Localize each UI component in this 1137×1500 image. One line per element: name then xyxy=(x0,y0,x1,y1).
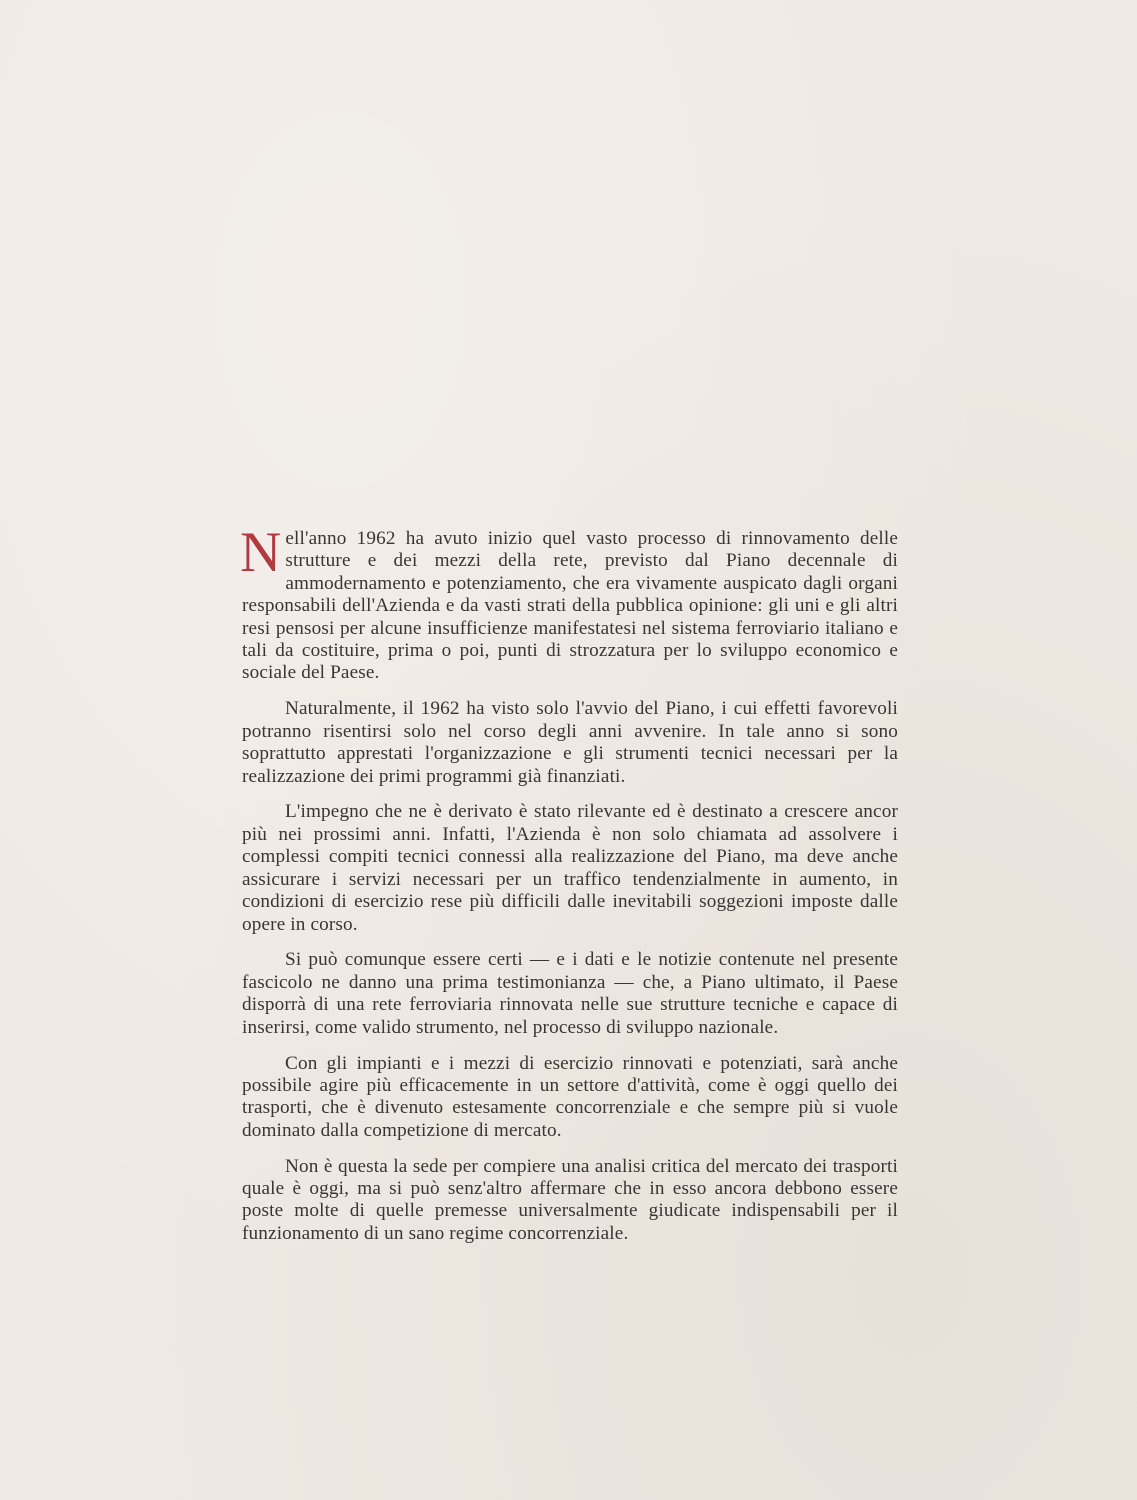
paragraph-3: L'impegno che ne è derivato è stato rilevante ed è destinato a crescere ancor più nei prossimi anni. Infatti, l'Azienda è non solo chiamata ad assolvere i complessi compiti tecnici connessi alla realizzazione del Piano, ma deve anche assicurare i servizi necessari per un traffico tendenzialmente in aumento, in condizioni di esercizio rese più difficili dalle inevitabili soggezioni imposte dalle opere in corso. xyxy=(242,801,898,935)
paragraph-1 xyxy=(240,521,898,685)
paragraph-5: Con gli impianti e i mezzi di esercizio rinnovati e potenziati, sarà anche possibile agire più efficacemente in un settore d'attività, come è oggi quello dei trasporti, che è divenuto estesamente concorrenziale e che sempre più si vuole dominato dalla competizione di mercato. xyxy=(242,1052,898,1141)
paragraph-4: Si può comunque essere certi — e i dati e le notizie contenute nel presente fascicolo ne danno una prima testimonianza — che, a Piano ultimato, il Paese disporrà di una rete ferroviaria rinnovata nelle sue strutture tecniche e capace di inserirsi, come valido strumento, nel processo di sviluppo nazionale. xyxy=(242,949,898,1038)
paragraph-1-text: ell'anno 1962 ha avuto inizio quel vasto processo di rinnovamento delle strutture e dei mezzi della rete, previsto dal Piano decennale di ammodernamento e potenziamento, che era vivamente auspicato dagli organi responsabili dell'Azienda e da vasti strati della pubblica opinione: gli uni e gli altri resi pensosi per alcune insufficienze manifestatesi nel sistema ferroviario italiano e tali da costituire, prima o poi, punti di strozzatura per lo sviluppo economico e sociale del Paese. xyxy=(242,528,898,684)
drop-cap-letter: N xyxy=(240,521,282,584)
paragraph-2: Naturalmente, il 1962 ha visto solo l'avvio del Piano, i cui effetti favorevoli potranno risentirsi solo nel corso degli anni avvenire. In tale anno si sono soprattutto apprestati l'organizzazione e gli strumenti tecnici necessari per la realizzazione dei primi programmi già finanziati. xyxy=(242,698,898,787)
body-text xyxy=(240,521,898,1259)
paragraph-6: Non è questa la sede per compiere una analisi critica del mercato dei trasporti quale è oggi, ma si può senz'altro affermare che in esso ancora debbono essere poste molte di quelle premesse universalmente giudicate indispensabili per il funzionamento di un sano regime concorrenziale. xyxy=(242,1155,898,1244)
